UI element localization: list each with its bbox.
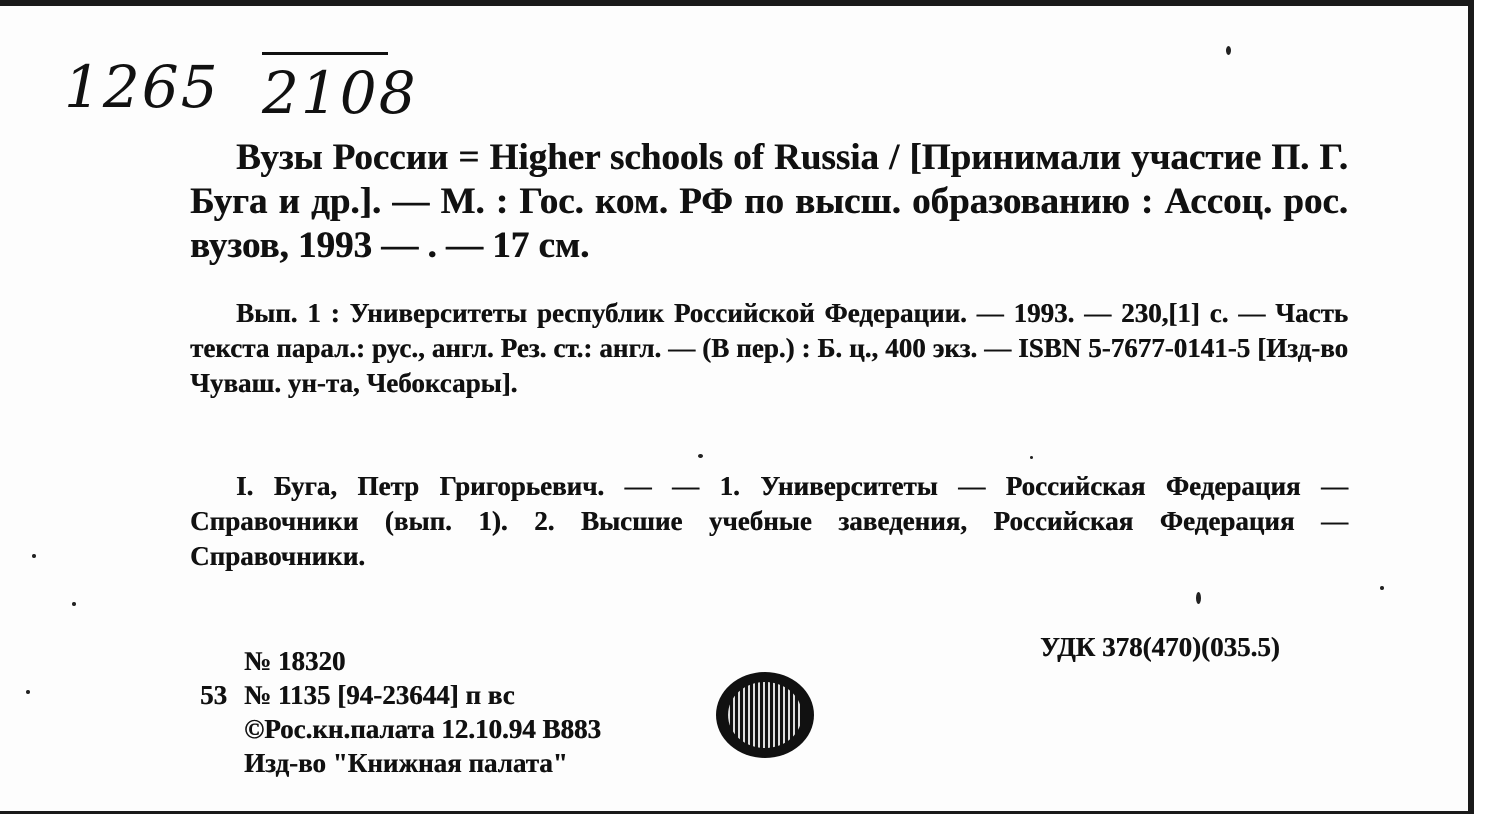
speck bbox=[1030, 456, 1033, 459]
card-prefix: 53 bbox=[200, 680, 227, 710]
registration-number: № 18320 bbox=[244, 646, 346, 676]
handwritten-shelf-number: 2108 bbox=[262, 59, 418, 127]
card-number: № 1135 [94-23644] п вс bbox=[244, 680, 515, 710]
publisher-line: Изд-во "Книжная палата" bbox=[244, 748, 568, 778]
volume-description-block: Вып. 1 : Университеты республик Российской Федерации. — 1993. — 230,[1] с. — Часть текста парал.: рус., англ. Рез. ст.: англ. — (В пер.) : Б. ц., 400 экз. — ISBN 5-7677-0141-5 [Изд-во Чуваш. ун-та, Чебоксары]. bbox=[190, 298, 1348, 398]
udc-code: УДК 378(470)(035.5) bbox=[1040, 632, 1280, 662]
punch-hole-stamp bbox=[718, 674, 812, 756]
bibliographic-title-block: Вузы России = Higher schools of Russia / [Принимали участие П. Г. Буга и др.]. — М. : Гос. ком. РФ по высш. образованию : Ассоц. рос. вузов, 1993 — . — 17 см. bbox=[190, 137, 1348, 266]
speck bbox=[1196, 592, 1201, 604]
book-chamber-line: ©Рос.кн.палата 12.10.94 В883 bbox=[244, 714, 601, 744]
stamp-pattern bbox=[728, 682, 802, 748]
handwritten-overline bbox=[262, 52, 388, 55]
speck bbox=[1226, 46, 1231, 55]
handwritten-call-number: 1265 bbox=[64, 53, 220, 121]
speck bbox=[1380, 586, 1384, 590]
subject-headings-block: I. Буга, Петр Григорьевич. — — 1. Университеты — Российская Федерация — Справочники (вып. 1). 2. Высшие учебные заведения, Российская Федерация — Справочники. bbox=[190, 471, 1348, 571]
speck bbox=[698, 454, 703, 458]
speck bbox=[32, 554, 36, 558]
speck bbox=[26, 690, 30, 694]
speck bbox=[72, 602, 76, 606]
card-number-line bbox=[200, 678, 515, 712]
